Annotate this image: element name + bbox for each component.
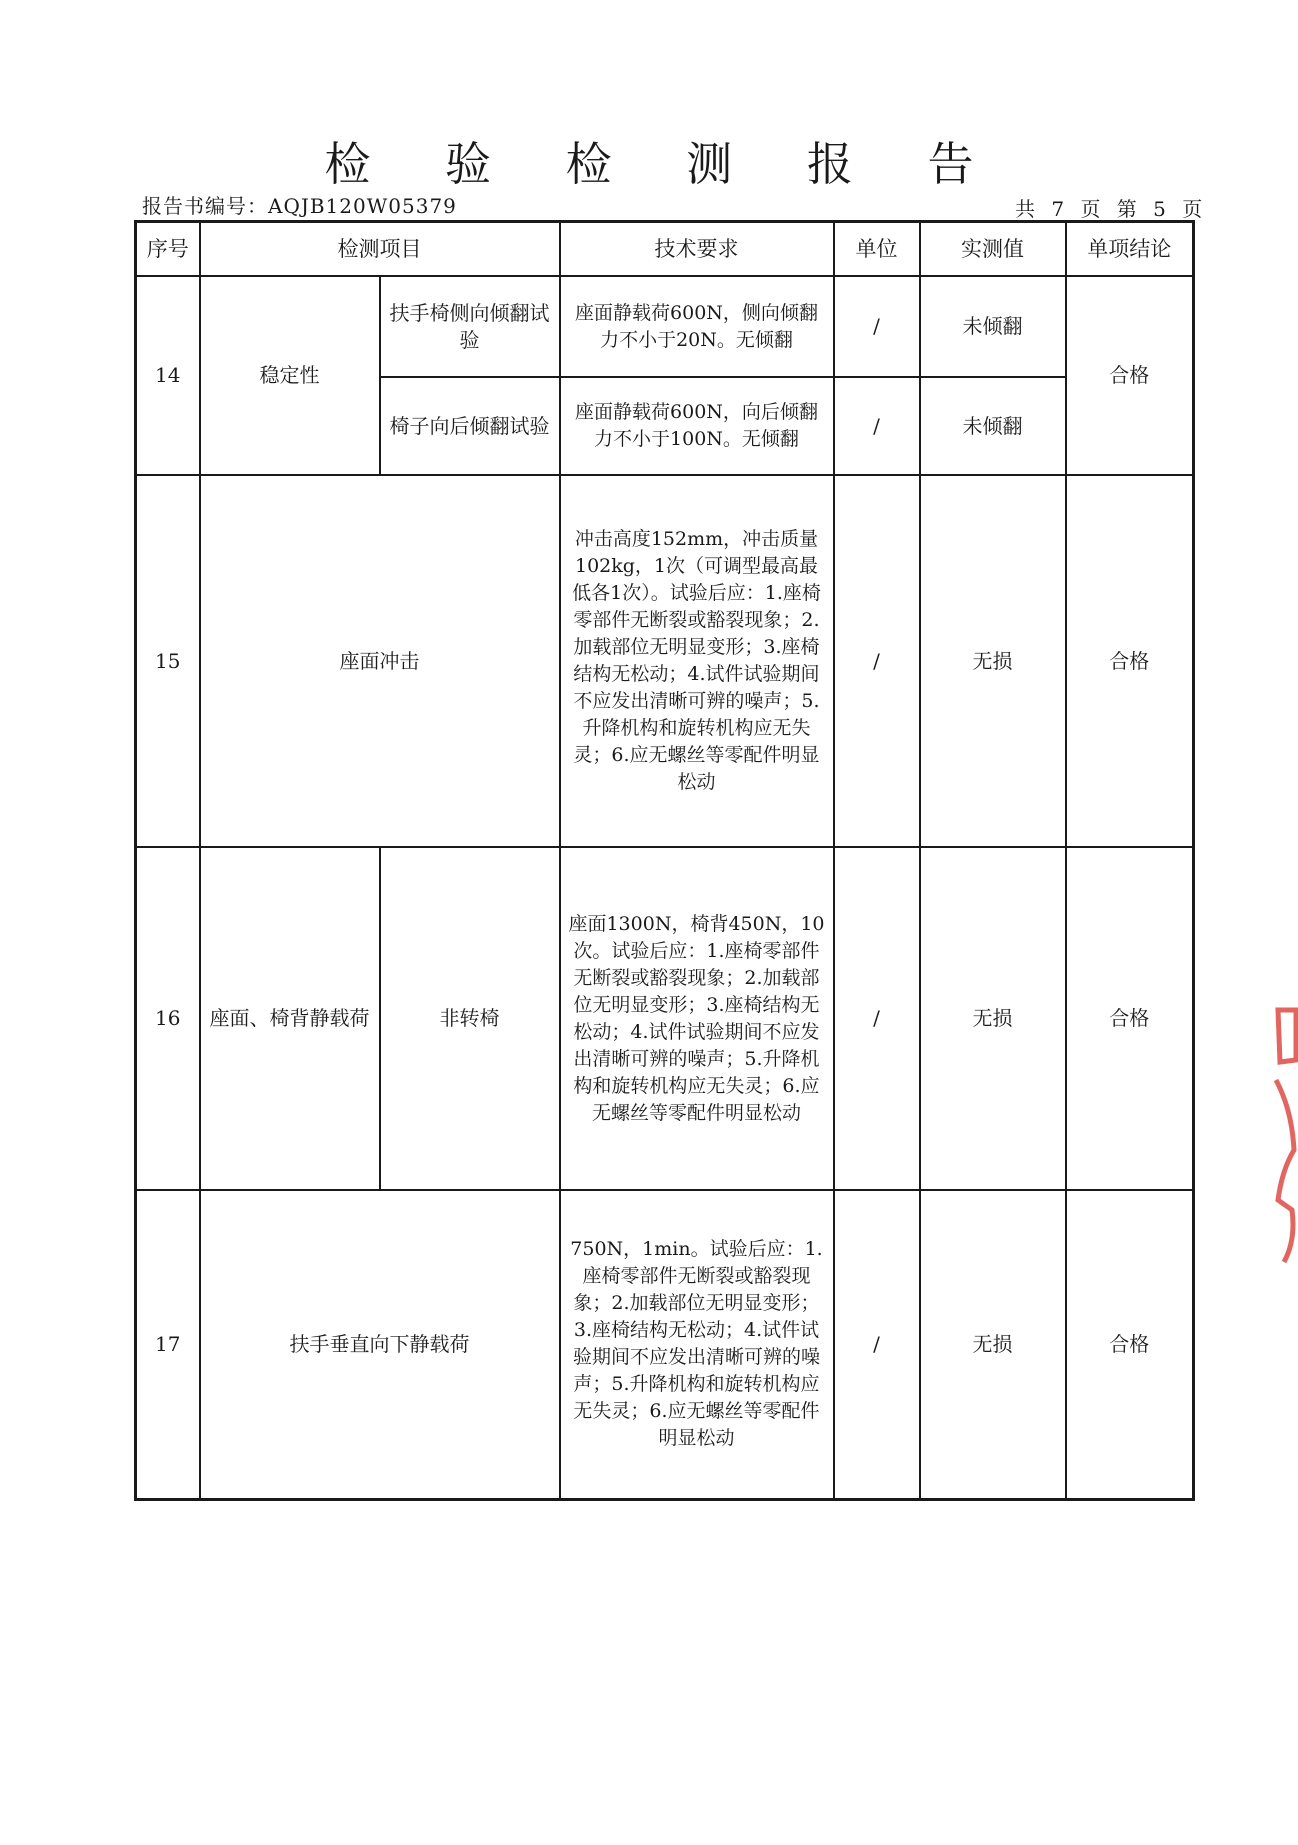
seal-stamp-fragment (1272, 1000, 1298, 1270)
row-item: 座面、椅背静载荷 (200, 847, 380, 1190)
row-measured: 无损 (920, 475, 1066, 847)
row-measured: 无损 (920, 847, 1066, 1190)
row-unit: / (834, 847, 920, 1190)
table-row (136, 276, 1194, 377)
header-requirement: 技术要求 (560, 222, 834, 277)
row-subitem: 椅子向后倾翻试验 (380, 377, 560, 475)
row-unit: / (834, 276, 920, 377)
row-requirement: 座面静载荷600N，侧向倾翻力不小于20N。无倾翻 (560, 276, 834, 377)
table-row (136, 847, 1194, 1190)
row-item: 座面冲击 (200, 475, 560, 847)
table-header-row (136, 222, 1194, 277)
row-no: 17 (136, 1190, 200, 1499)
row-measured: 未倾翻 (920, 276, 1066, 377)
header-unit: 单位 (834, 222, 920, 277)
row-conclusion: 合格 (1066, 276, 1194, 475)
row-item: 扶手垂直向下静载荷 (200, 1190, 560, 1499)
row-conclusion: 合格 (1066, 847, 1194, 1190)
row-requirement: 750N，1min。试验后应：1.座椅零部件无断裂或豁裂现象；2.加载部位无明显变形；3.座椅结构无松动；4.试件试验期间不应发出清晰可辨的噪声；5.升降机构和旋转机构应无失灵；6.应无螺丝等零配件明显松动 (560, 1190, 834, 1499)
header-conclusion: 单项结论 (1066, 222, 1194, 277)
row-requirement: 座面1300N，椅背450N，10次。试验后应：1.座椅零部件无断裂或豁裂现象；2.加载部位无明显变形；3.座椅结构无松动；4.试件试验期间不应发出清晰可辨的噪声；5.升降机构和旋转机构应无失灵；6.应无螺丝等零配件明显松动 (560, 847, 834, 1190)
inspection-table (134, 220, 1195, 1501)
row-no: 14 (136, 276, 200, 475)
row-unit: / (834, 377, 920, 475)
row-measured: 未倾翻 (920, 377, 1066, 475)
row-item: 稳定性 (200, 276, 380, 475)
table-row (136, 1190, 1194, 1499)
row-subitem: 非转椅 (380, 847, 560, 1190)
row-subitem: 扶手椅侧向倾翻试验 (380, 276, 560, 377)
table-row (136, 475, 1194, 847)
row-conclusion: 合格 (1066, 475, 1194, 847)
seal-stroke (1276, 1010, 1296, 1262)
header-no: 序号 (136, 222, 200, 277)
row-unit: / (834, 1190, 920, 1499)
row-requirement: 冲击高度152mm，冲击质量102kg，1次（可调型最高最低各1次）。试验后应：1.座椅零部件无断裂或豁裂现象；2.加载部位无明显变形；3.座椅结构无松动；4.试件试验期间不应发出清晰可辨的噪声；5.升降机构和旋转机构应无失灵；6.应无螺丝等零配件明显松动 (560, 475, 834, 847)
report-number: 报告书编号：AQJB120W05379 (142, 194, 457, 218)
header-item: 检测项目 (200, 222, 560, 277)
row-measured: 无损 (920, 1190, 1066, 1499)
row-requirement: 座面静载荷600N，向后倾翻力不小于100N。无倾翻 (560, 377, 834, 475)
row-unit: / (834, 475, 920, 847)
header-measured: 实测值 (920, 222, 1066, 277)
page-title: 检 验 检 测 报 告 (324, 137, 1004, 191)
row-no: 15 (136, 475, 200, 847)
row-no: 16 (136, 847, 200, 1190)
page-info: 共 7 页 第 5 页 (1015, 197, 1205, 221)
row-conclusion: 合格 (1066, 1190, 1194, 1499)
